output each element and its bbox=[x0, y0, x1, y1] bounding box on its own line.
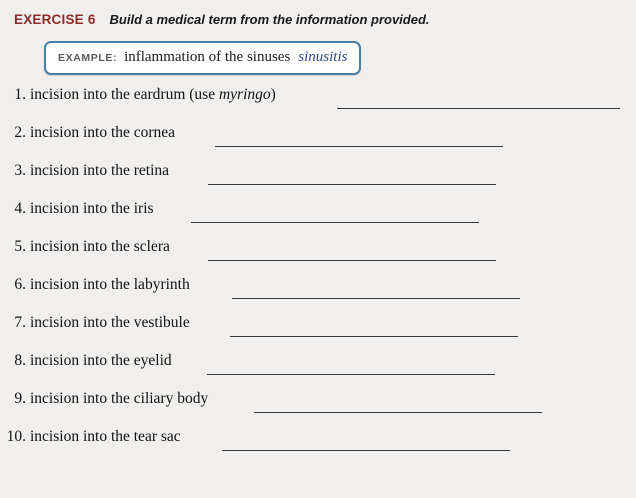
exercise-item-text bbox=[0, 123, 175, 143]
exercise-item-list bbox=[0, 85, 636, 465]
exercise-item bbox=[0, 389, 636, 427]
item-number: 2. bbox=[14, 124, 26, 141]
item-prompt: incision into the sclera bbox=[30, 238, 170, 255]
answer-blank[interactable] bbox=[208, 184, 496, 185]
answer-blank[interactable] bbox=[232, 298, 520, 299]
answer-blank[interactable] bbox=[191, 222, 479, 223]
exercise-item-text bbox=[0, 199, 154, 219]
exercise-item-text bbox=[0, 161, 169, 181]
exercise-item bbox=[0, 351, 636, 389]
item-prompt: incision into the eardrum (use bbox=[30, 86, 219, 103]
example-tag: EXAMPLE: bbox=[58, 52, 118, 64]
answer-blank[interactable] bbox=[207, 374, 495, 375]
item-prompt: incision into the eyelid bbox=[30, 352, 172, 369]
answer-blank[interactable] bbox=[222, 450, 510, 451]
item-number: 9. bbox=[14, 390, 26, 407]
answer-blank[interactable] bbox=[254, 412, 542, 413]
exercise-item-text bbox=[0, 351, 172, 371]
item-prompt: incision into the vestibule bbox=[30, 314, 190, 331]
answer-blank[interactable] bbox=[215, 146, 503, 147]
item-number: 4. bbox=[14, 200, 26, 217]
answer-blank[interactable] bbox=[208, 260, 496, 261]
exercise-item bbox=[0, 427, 636, 465]
exercise-item bbox=[0, 123, 636, 161]
exercise-item bbox=[0, 313, 636, 351]
exercise-item-text bbox=[0, 313, 190, 333]
item-prompt: incision into the cornea bbox=[30, 124, 176, 141]
exercise-item-text bbox=[0, 275, 190, 295]
item-number: 6. bbox=[14, 276, 26, 293]
exercise-item-text bbox=[0, 85, 276, 105]
exercise-instruction: Build a medical term from the information provided. bbox=[109, 12, 430, 27]
example-answer: sinusitis bbox=[298, 49, 348, 65]
exercise-item bbox=[0, 199, 636, 237]
item-prompt: incision into the retina bbox=[30, 162, 170, 179]
example-wrap bbox=[0, 27, 636, 75]
exercise-label: EXERCISE 6 bbox=[14, 12, 96, 27]
answer-blank[interactable] bbox=[230, 336, 518, 337]
item-number: 7. bbox=[14, 314, 26, 331]
item-number: 1. bbox=[14, 86, 26, 103]
exercise-header bbox=[0, 0, 636, 27]
exercise-item bbox=[0, 85, 636, 123]
item-prompt: incision into the iris bbox=[30, 200, 154, 217]
exercise-item bbox=[0, 237, 636, 275]
example-box bbox=[44, 41, 361, 75]
exercise-item bbox=[0, 161, 636, 199]
exercise-item-text bbox=[0, 427, 181, 447]
example-prompt: inflammation of the sinuses bbox=[124, 49, 291, 65]
item-number: 3. bbox=[14, 162, 26, 179]
exercise-item bbox=[0, 275, 636, 313]
item-prompt: incision into the ciliary body bbox=[30, 390, 209, 407]
item-number: 10. bbox=[6, 428, 26, 445]
item-prompt: incision into the labyrinth bbox=[30, 276, 190, 293]
item-hint: myringo bbox=[218, 86, 271, 103]
answer-blank[interactable] bbox=[337, 108, 620, 109]
item-number: 5. bbox=[14, 238, 26, 255]
exercise-item-text bbox=[0, 389, 208, 409]
item-prompt: incision into the tear sac bbox=[30, 428, 181, 445]
item-number: 8. bbox=[14, 352, 26, 369]
item-prompt-suffix: ) bbox=[270, 86, 276, 103]
exercise-item-text bbox=[0, 237, 170, 257]
